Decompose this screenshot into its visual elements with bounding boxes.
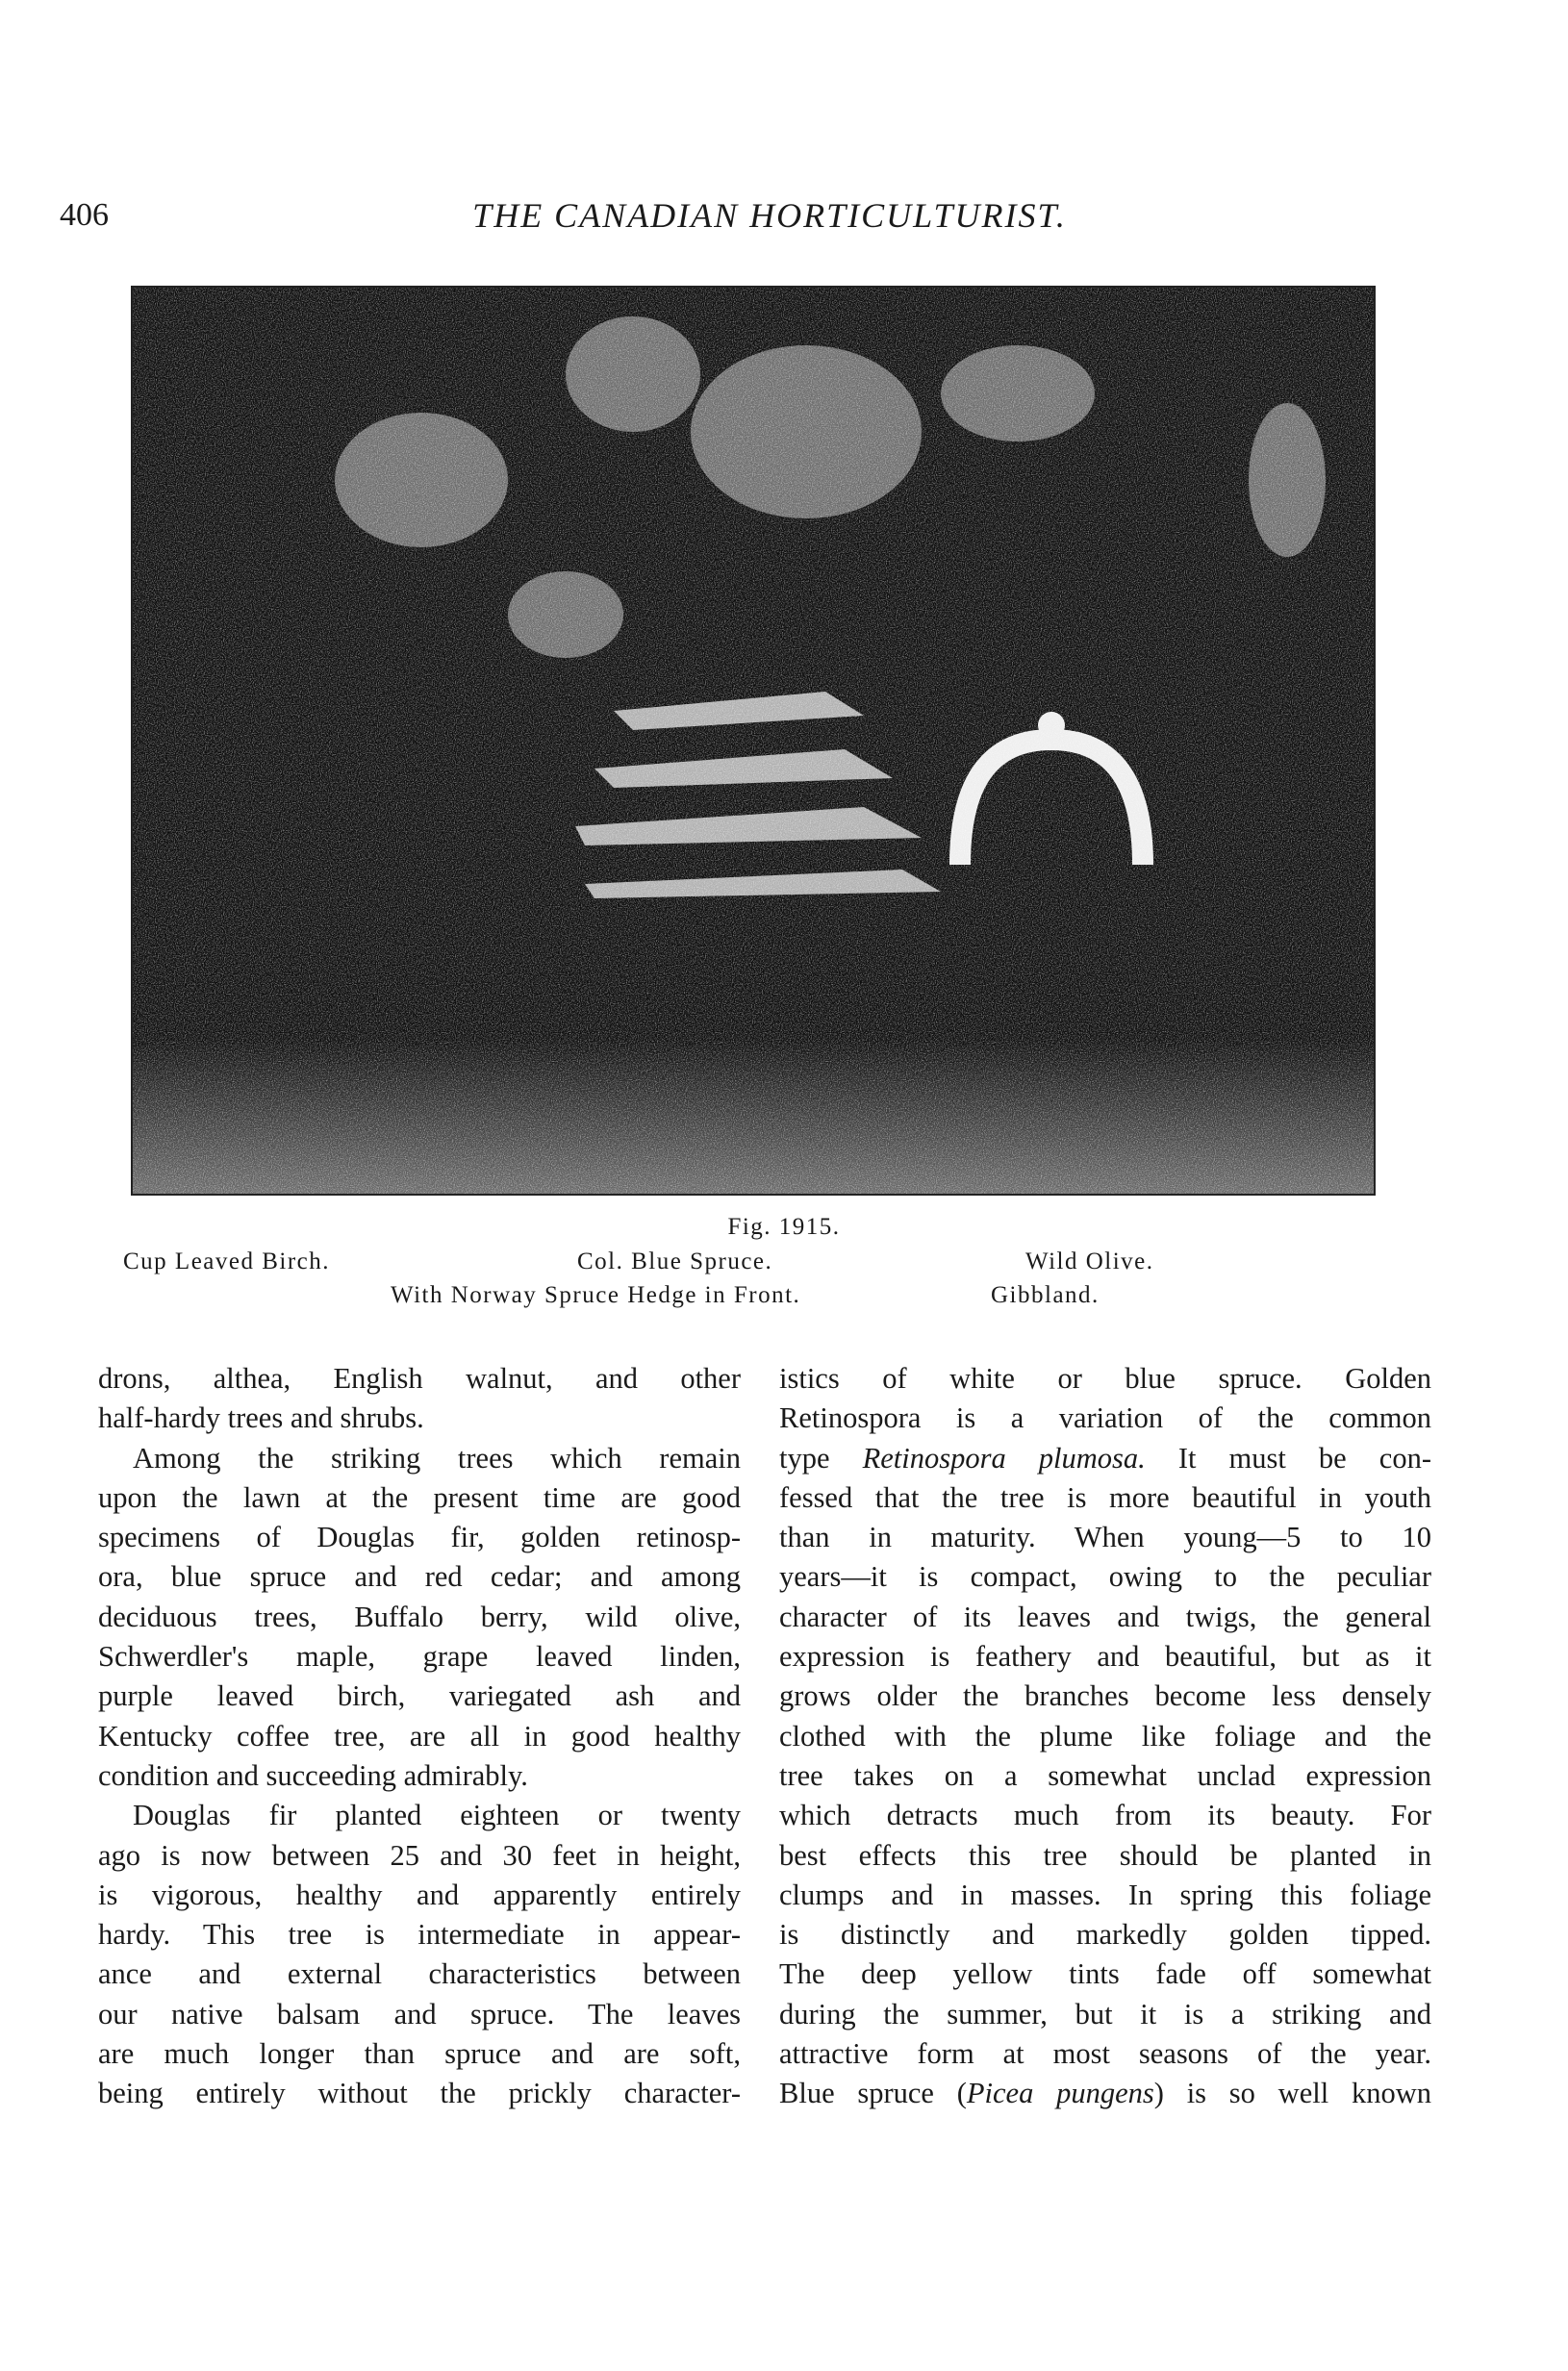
species-name: Retinospora plumosa. [862, 1441, 1146, 1475]
caption-wild-olive: Wild Olive. [1025, 1249, 1154, 1274]
paragraph-line: is vigorous, healthy and apparently entirely [98, 1878, 741, 1911]
paragraph-line: type Retinospora plumosa. It must be con- [779, 1441, 1431, 1475]
paragraph-line: ora, blue spruce and red cedar; and among [98, 1560, 741, 1594]
paragraph-line: our native balsam and spruce. The leaves [98, 1997, 741, 2030]
paragraph-line: Douglas fir planted eighteen or twenty [133, 1799, 741, 1832]
paragraph-line: purple leaved birch, variegated ash and [98, 1679, 741, 1713]
paragraph-line: half-hardy trees and shrubs. [98, 1401, 424, 1435]
paragraph-line: The deep yellow tints fade off somewhat [779, 1957, 1431, 1991]
paragraph-line: hardy. This tree is intermediate in appear- [98, 1918, 741, 1952]
paragraph-line: Schwerdler's maple, grape leaved linden, [98, 1640, 741, 1674]
caption-gibbland: Gibbland. [991, 1282, 1100, 1308]
right-column [779, 1359, 1431, 2114]
paragraph-line: which detracts much from its beauty. For [779, 1799, 1431, 1832]
paragraph-line: grows older the branches become less densely [779, 1679, 1431, 1713]
paragraph-line: tree takes on a somewhat unclad expression [779, 1758, 1431, 1792]
paragraph-line: years—it is compact, owing to the peculiar [779, 1560, 1431, 1594]
paragraph-line: upon the lawn at the present time are good [98, 1480, 741, 1514]
paragraph-line: Retinospora is a variation of the common [779, 1401, 1431, 1435]
paragraph-line: being entirely without the prickly character- [98, 2077, 741, 2110]
paragraph-line: Blue spruce (Picea pungens) is so well known [779, 2077, 1431, 2110]
paragraph-line: fessed that the tree is more beautiful in youth [779, 1480, 1431, 1514]
paragraph-line: clothed with the plume like foliage and the [779, 1719, 1431, 1753]
paragraph-line: attractive form at most seasons of the year. [779, 2037, 1431, 2071]
paragraph-line: during the summer, but it is a striking and [779, 1997, 1431, 2030]
paragraph-line: ago is now between 25 and 30 feet in height, [98, 1838, 741, 1872]
paragraph-line: drons, althea, English walnut, and other [98, 1362, 741, 1395]
garden-photograph [131, 286, 1376, 1196]
paragraph-line: character of its leaves and twigs, the general [779, 1600, 1431, 1633]
paragraph-line: are much longer than spruce and are soft, [98, 2037, 741, 2071]
figure-label: Fig. 1915. [727, 1214, 841, 1240]
caption-col-blue-spruce: Col. Blue Spruce. [577, 1249, 773, 1274]
paragraph-line: Among the striking trees which remain [133, 1441, 741, 1475]
paragraph-line: deciduous trees, Buffalo berry, wild olive, [98, 1600, 741, 1633]
caption-norway-spruce-hedge: With Norway Spruce Hedge in Front. [391, 1282, 801, 1308]
paragraph-line: than in maturity. When young—5 to 10 [779, 1521, 1431, 1554]
paragraph-line: Kentucky coffee tree, are all in good healthy [98, 1719, 741, 1753]
page-number: 406 [60, 197, 109, 233]
paragraph-line: specimens of Douglas fir, golden retinosp- [98, 1521, 741, 1554]
paragraph-line: expression is feathery and beautiful, but as it [779, 1640, 1431, 1674]
species-name: Picea pungens [966, 2077, 1154, 2110]
paragraph-line: istics of white or blue spruce. Golden [779, 1362, 1431, 1395]
paragraph-line: best effects this tree should be planted in [779, 1838, 1431, 1872]
paragraph-line: ance and external characteristics between [98, 1957, 741, 1991]
paragraph-line: condition and succeeding admirably. [98, 1758, 528, 1792]
paragraph-line: is distinctly and markedly golden tipped. [779, 1918, 1431, 1952]
paragraph-line: clumps and in masses. In spring this foliage [779, 1878, 1431, 1911]
caption-cup-leaved-birch: Cup Leaved Birch. [123, 1249, 331, 1274]
left-column [98, 1359, 741, 2114]
running-title: THE CANADIAN HORTICULTURIST. [472, 196, 1067, 235]
